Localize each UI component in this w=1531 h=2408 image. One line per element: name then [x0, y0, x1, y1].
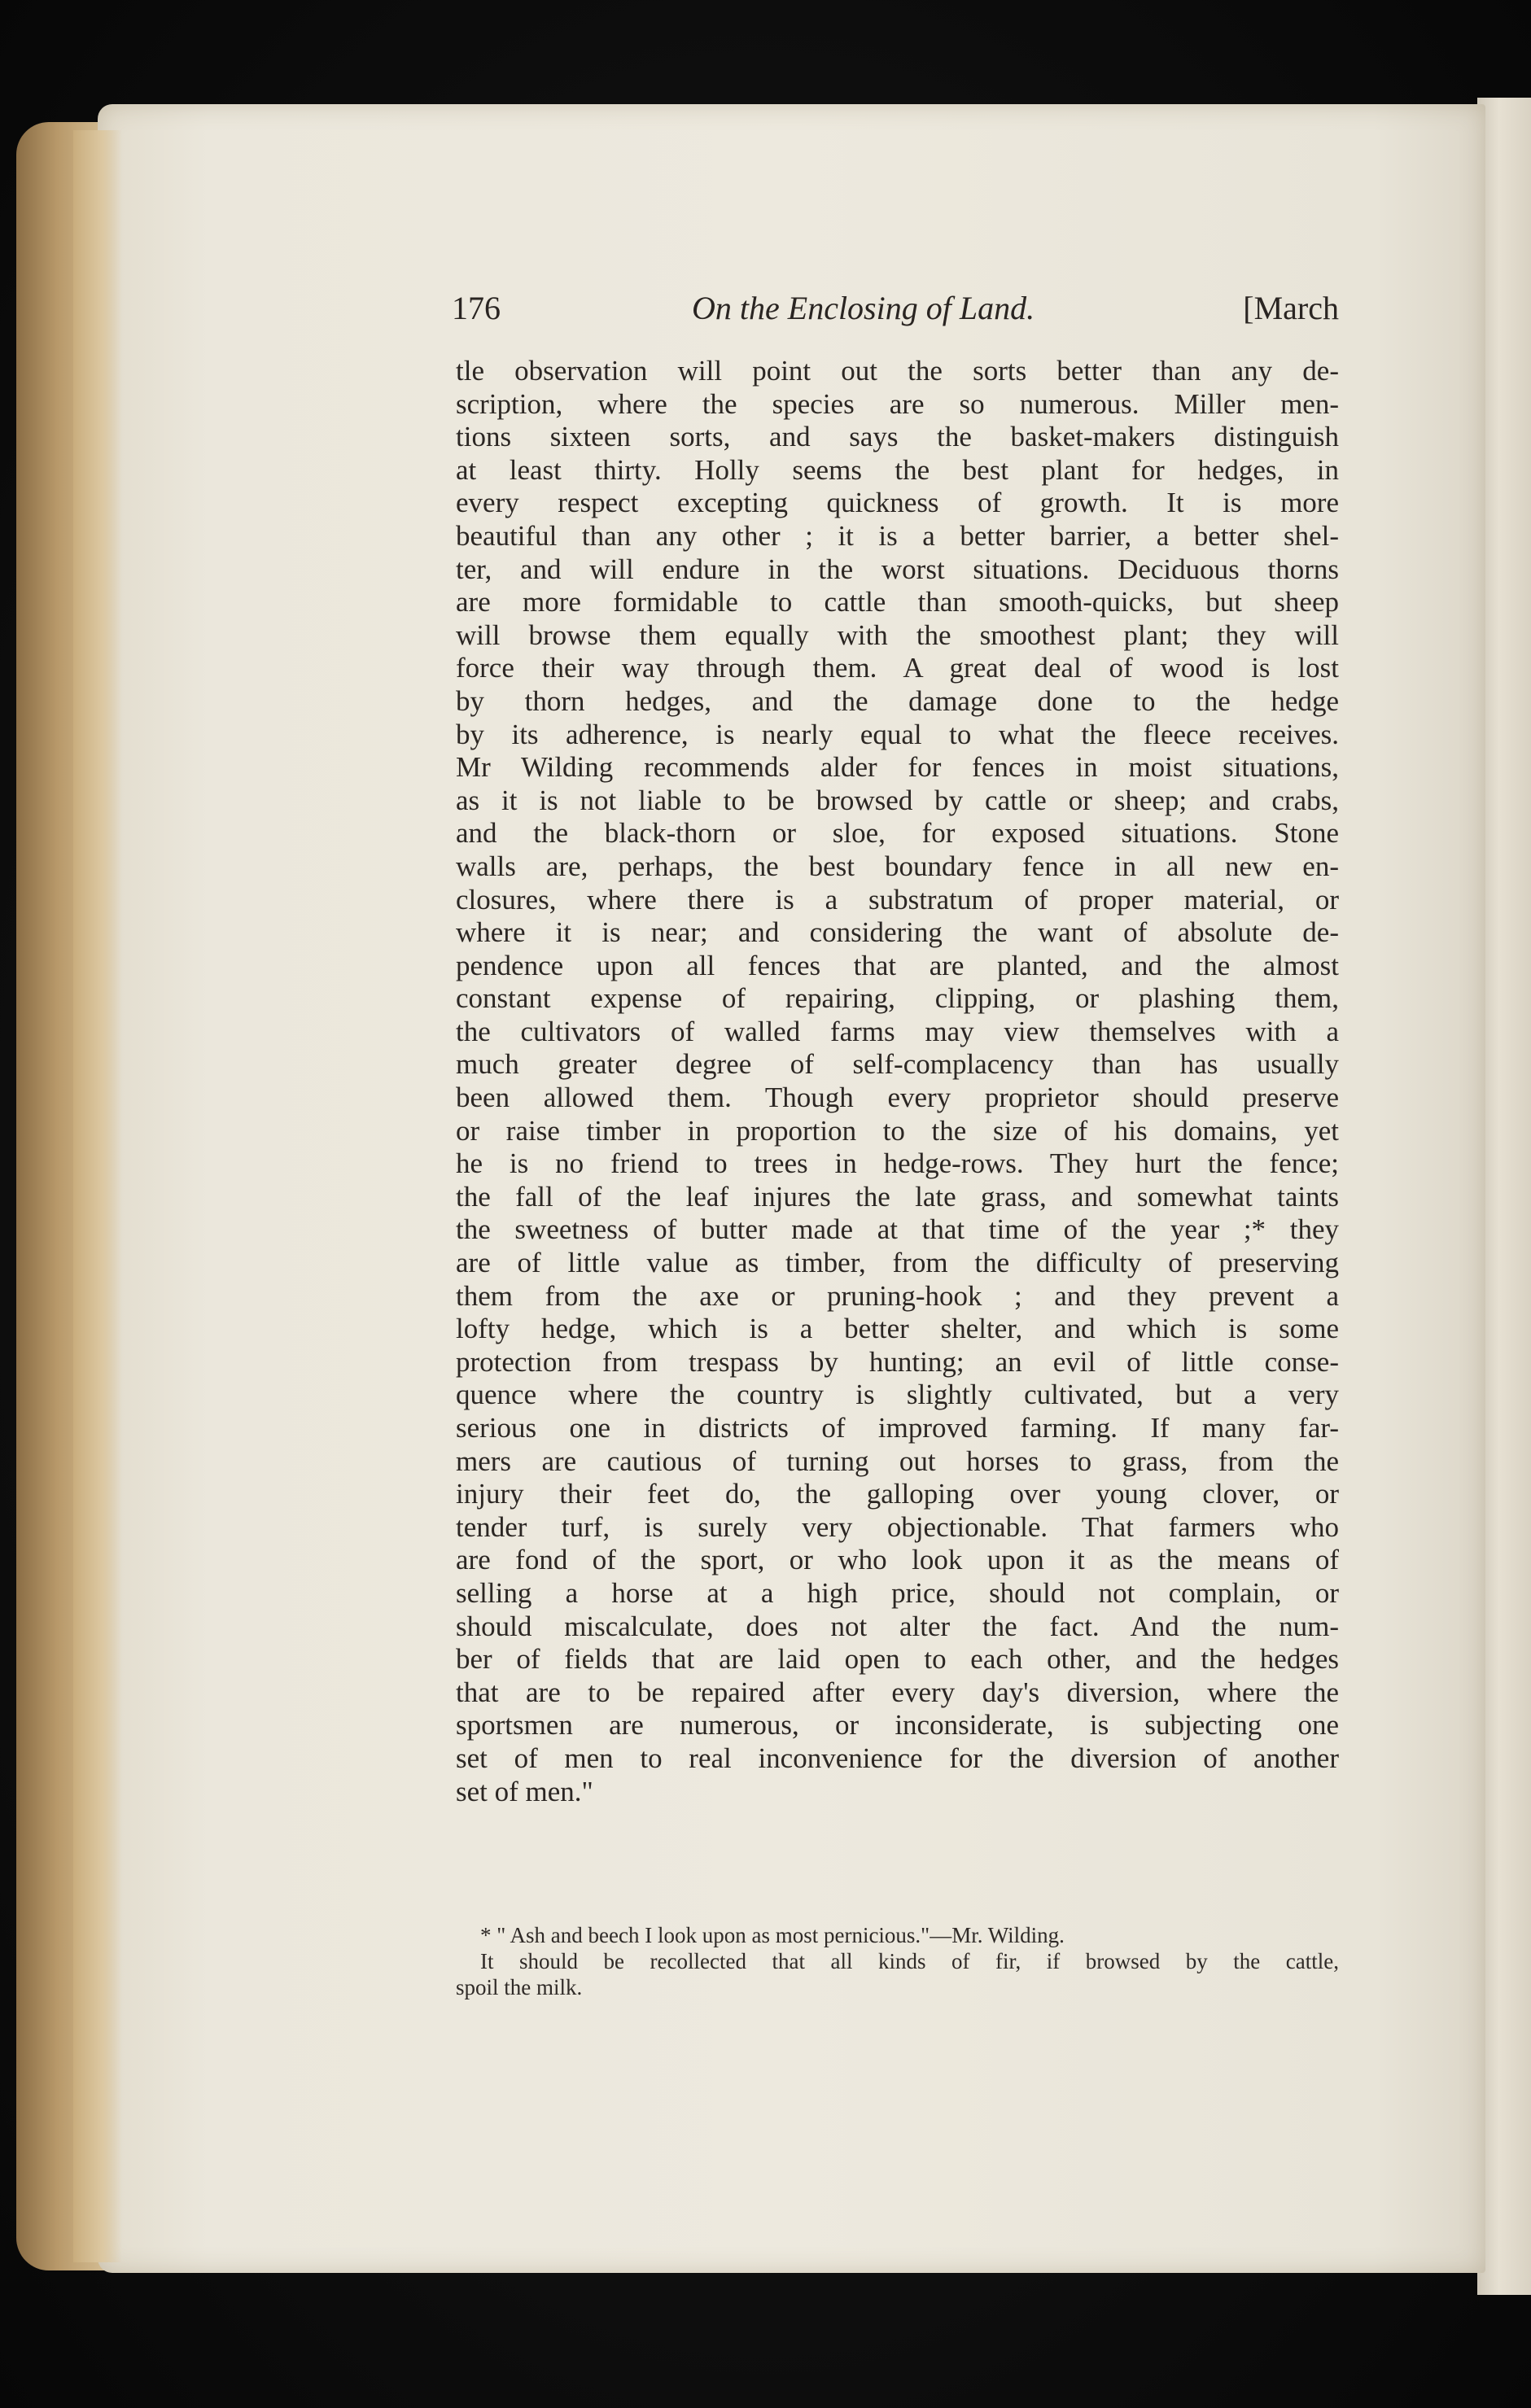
- text-line: should miscalculate, does not alter the fact. And the num-: [456, 1610, 1339, 1642]
- text-line: protection from trespass by hunting; an evil of little conse-: [456, 1345, 1339, 1378]
- text-line: scription, where the species are so numerous. Miller men-: [456, 387, 1339, 420]
- text-line: that are to be repaired after every day's diversion, where the: [456, 1676, 1339, 1708]
- footnote-line: spoil the milk.: [456, 1975, 583, 1999]
- text-line: closures, where there is a substratum of proper material, or: [456, 883, 1339, 916]
- text-line: tions sixteen sorts, and says the basket-makers distinguish: [456, 421, 1339, 453]
- text-line: mers are cautious of turning out horses to grass, from the: [456, 1444, 1339, 1477]
- footnotes: [456, 1922, 1339, 2000]
- text-line: lofty hedge, which is a better shelter, and which is some: [456, 1313, 1339, 1345]
- page-gutter-shadow: [73, 130, 122, 2262]
- text-line: selling a horse at a high price, should not complain, or: [456, 1576, 1339, 1609]
- text-line: injury their feet do, the galloping over young clover, or: [456, 1478, 1339, 1510]
- footnote-line: It should be recollected that all kinds of fir, if browsed by the cattle,: [480, 1949, 1339, 1973]
- text-line: them from the axe or pruning-hook ; and they prevent a: [456, 1279, 1339, 1312]
- text-line: the cultivators of walled farms may view themselves with a: [456, 1015, 1339, 1047]
- text-line: are more formidable to cattle than smooth-quicks, but sheep: [456, 586, 1339, 618]
- text-line: ter, and will endure in the worst situations. Deciduous thorns: [456, 553, 1339, 585]
- text-line: set of men.": [456, 1775, 593, 1807]
- text-line: every respect excepting quickness of growth. It is more: [456, 487, 1339, 519]
- text-line: at least thirty. Holly seems the best plant for hedges, in: [456, 453, 1339, 486]
- text-line: or raise timber in proportion to the size of his domains, yet: [456, 1114, 1339, 1147]
- text-line: are of little value as timber, from the difficulty of preserving: [456, 1247, 1339, 1279]
- text-line: by its adherence, is nearly equal to what the fleece receives.: [456, 718, 1339, 750]
- text-line: quence where the country is slightly cultivated, but a very: [456, 1379, 1339, 1411]
- running-title: On the Enclosing of Land.: [692, 290, 1035, 326]
- text-line: as it is not liable to be browsed by cattle or sheep; and crabs,: [456, 784, 1339, 816]
- text-line: he is no friend to trees in hedge-rows. They hurt the fence;: [456, 1147, 1339, 1180]
- text-line: will browse them equally with the smoothest plant; they will: [456, 618, 1339, 651]
- text-line: tle observation will point out the sorts better than any de-: [456, 355, 1339, 387]
- running-date: [March: [1243, 290, 1339, 326]
- text-line: the fall of the leaf injures the late grass, and somewhat taints: [456, 1180, 1339, 1213]
- text-line: Mr Wilding recommends alder for fences in moist situations,: [456, 751, 1339, 784]
- text-line: are fond of the sport, or who look upon it as the means of: [456, 1544, 1339, 1576]
- page-number: 176: [452, 290, 501, 326]
- text-line: pendence upon all fences that are planted, and the almost: [456, 949, 1339, 981]
- text-line: beautiful than any other ; it is a better barrier, a better shel-: [456, 519, 1339, 552]
- running-header: [452, 289, 1339, 330]
- footnote-line: * " Ash and beech I look upon as most pernicious."—Mr. Wilding.: [480, 1923, 1065, 1947]
- body-text: [456, 355, 1339, 1808]
- text-line: sportsmen are numerous, or inconsiderate, is subjecting one: [456, 1709, 1339, 1742]
- text-line: where it is near; and considering the want of absolute de-: [456, 916, 1339, 949]
- text-line: by thorn hedges, and the damage done to the hedge: [456, 684, 1339, 717]
- text-line: ber of fields that are laid open to each other, and the hedges: [456, 1643, 1339, 1676]
- text-line: and the black-thorn or sloe, for exposed situations. Stone: [456, 817, 1339, 850]
- text-line: tender turf, is surely very objectionable. That farmers who: [456, 1510, 1339, 1543]
- text-line: much greater degree of self-complacency than has usually: [456, 1048, 1339, 1081]
- text-line: the sweetness of butter made at that time of the year ;* they: [456, 1213, 1339, 1246]
- text-line: serious one in districts of improved farming. If many far-: [456, 1412, 1339, 1444]
- text-line: set of men to real inconvenience for the diversion of another: [456, 1742, 1339, 1774]
- text-line: been allowed them. Though every proprietor should preserve: [456, 1082, 1339, 1114]
- text-line: constant expense of repairing, clipping, or plashing them,: [456, 982, 1339, 1015]
- text-line: walls are, perhaps, the best boundary fence in all new en-: [456, 850, 1339, 882]
- text-line: force their way through them. A great deal of wood is lost: [456, 652, 1339, 684]
